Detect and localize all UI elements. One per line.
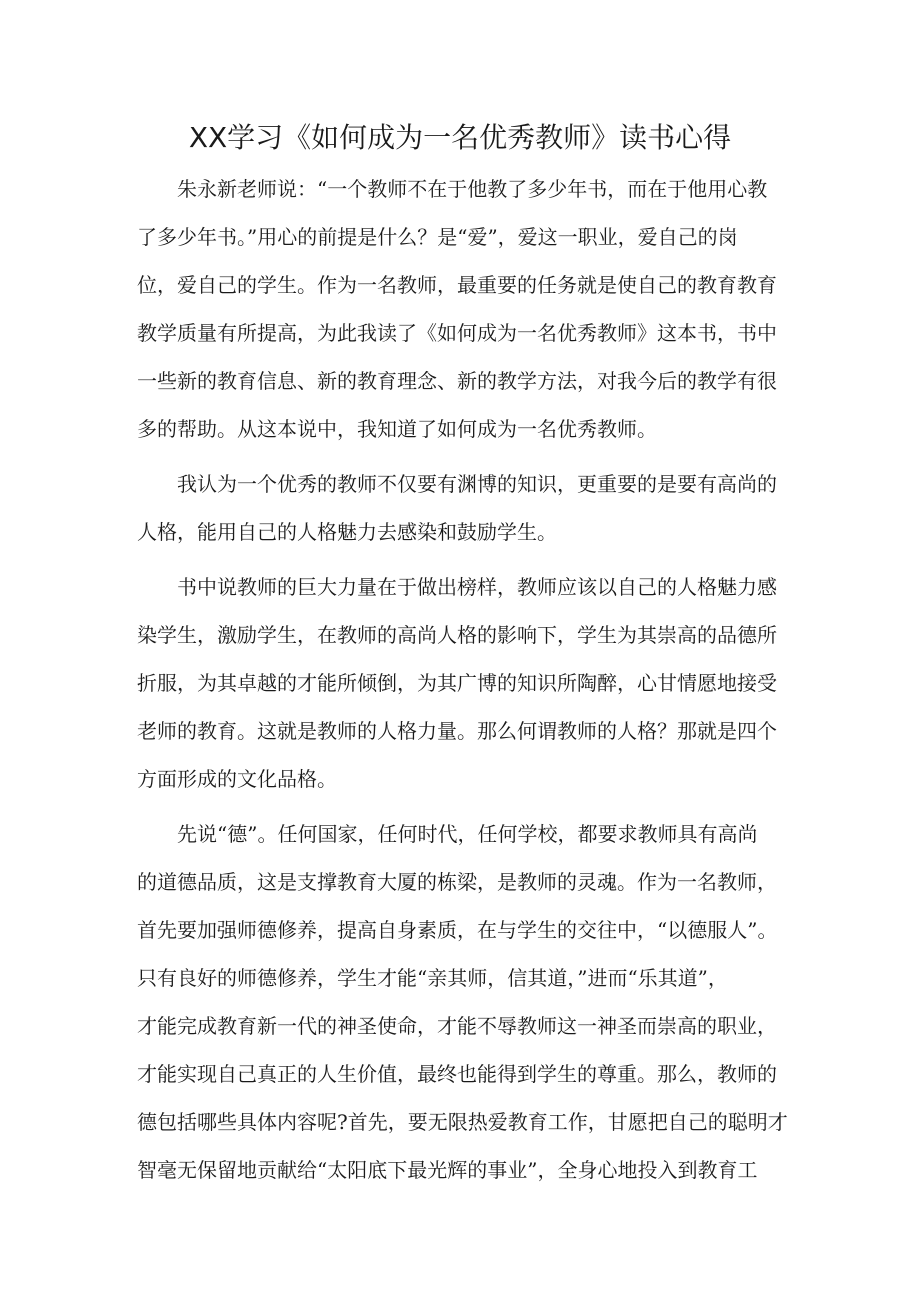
text-line: 人格，能用自己的人格魅力去感染和鼓励学生。 (137, 520, 557, 544)
text-line: 老师的教育。这就是教师的人格力量。那么何谓教师的人格？那就是四个 (137, 719, 777, 743)
text-line: 先说“德”。任何国家，任何时代，任何学校，都要求教师具有高尚 (177, 822, 758, 846)
text-line: 教学质量有所提高，为此我读了《如何成为一名优秀教师》这本书，书中 (137, 321, 777, 345)
text-line: 才能实现自己真正的人生价值，最终也能得到学生的尊重。那么，教师的 (137, 1062, 777, 1086)
paragraph (137, 460, 785, 556)
paragraph (137, 563, 785, 803)
text-line: 的道德品质，这是支撑教育大厦的栋梁，是教师的灵魂。作为一名教师， (137, 870, 777, 894)
text-line: 一些新的教育信息、新的教育理念、新的教学方法，对我今后的教学有很 (137, 369, 777, 393)
text-line: 只有良好的师德修养，学生才能“亲其师，信其道，”进而“乐其道”， (137, 966, 728, 990)
paragraph (137, 165, 785, 453)
text-line: 多的帮助。从这本说中，我知道了如何成为一名优秀教师。 (137, 417, 657, 441)
text-line: 我认为一个优秀的教师不仅要有渊博的知识，更重要的是要有高尚的 (177, 472, 777, 496)
text-line: 才能完成教育新一代的神圣使命，才能不辱教师这一神圣而崇高的职业， (137, 1014, 777, 1038)
text-line: 书中说教师的巨大力量在于做出榜样，教师应该以自己的人格魅力感 (177, 575, 777, 599)
text-line: 折服，为其卓越的才能所倾倒，为其广博的知识所陶醉，心甘情愿地接受 (137, 671, 777, 695)
paragraph-gap (137, 556, 785, 563)
text-line: 朱永新老师说：“一个教师不在于他教了多少年书，而在于他用心教 (177, 177, 768, 201)
paragraph-gap (137, 803, 785, 810)
paragraph (137, 810, 788, 1194)
text-line: 方面形成的文化品格。 (137, 767, 337, 791)
document-title: XX学习《如何成为一名优秀教师》读书心得 (188, 121, 732, 154)
text-line: 位，爱自己的学生。作为一名教师，最重要的任务就是使自己的教育教育 (137, 273, 777, 297)
paragraph-gap (137, 453, 785, 460)
text-line: 智毫无保留地贡献给“太阳底下最光辉的事业”，全身心地投入到教育工 (137, 1158, 758, 1182)
text-line: 染学生，激励学生，在教师的高尚人格的影响下，学生为其崇高的品德所 (137, 623, 777, 647)
text-line: 了多少年书。”用心的前提是什么？是“爱”，爱这一职业，爱自己的岗 (137, 225, 738, 249)
text-line: 首先要加强师德修养，提高自身素质，在与学生的交往中，“以德服人”。 (137, 918, 778, 942)
document-body (137, 165, 788, 1194)
text-line: 德包括哪些具体内容呢?首先，要无限热爱教育工作，甘愿把自己的聪明才 (137, 1110, 788, 1134)
